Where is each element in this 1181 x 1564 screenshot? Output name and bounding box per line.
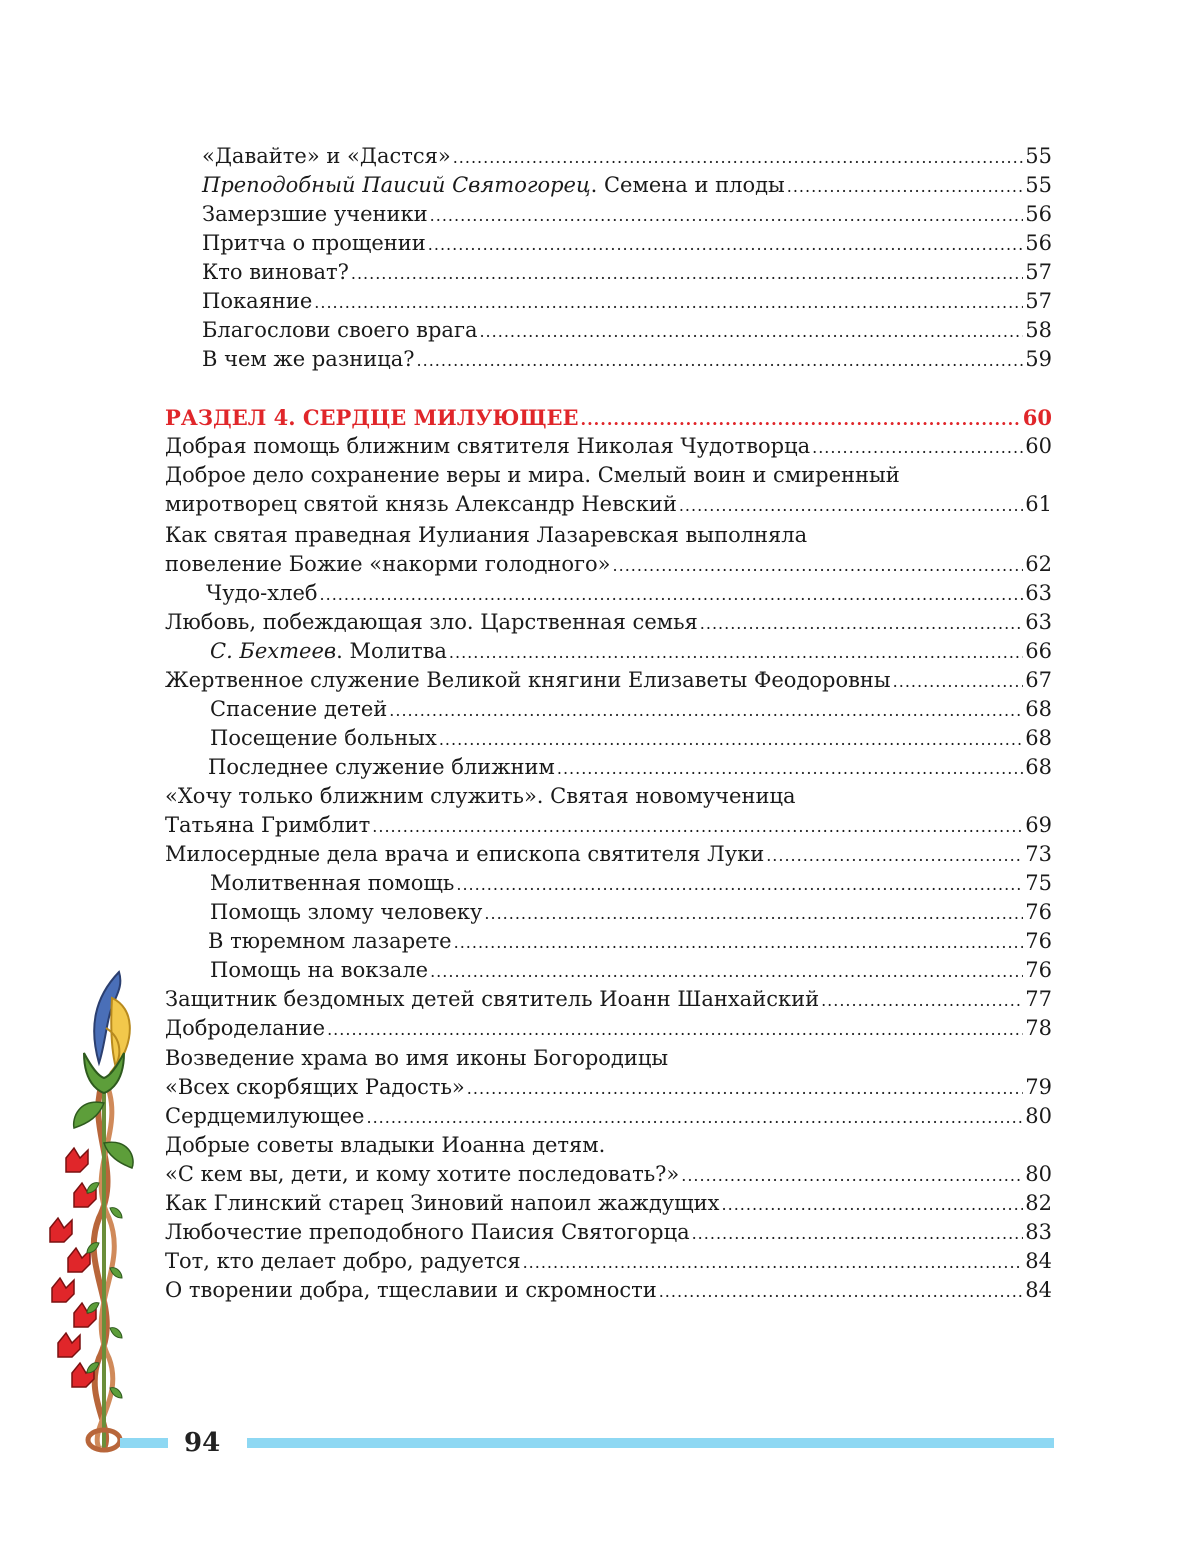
toc-entry-page: 62 [1025,552,1052,576]
toc-entry-title: Чудо-хлеб [206,581,318,605]
toc-entry-title: Добрые советы владыки Иоанна детям. [165,1133,606,1157]
toc-entry-title [202,171,785,200]
toc-entry[interactable] [0,1102,1052,1131]
toc-leader-dots [479,317,1023,346]
toc-entry[interactable] [0,490,1052,519]
toc-leader-dots [389,696,1023,725]
toc-entry-title-rest: . Семена и плоды [590,173,785,197]
toc-entry-page: 57 [1025,260,1052,284]
toc-entry-page: 58 [1025,318,1052,342]
toc-entry-page: 63 [1025,610,1052,634]
page-number: 94 [184,1428,221,1458]
toc-entry-title [210,637,447,666]
toc-entry-title-rest: . Молитва [336,639,447,663]
toc-entry[interactable] [0,550,1052,579]
toc-leader-dots [722,1190,1024,1219]
toc-entry-title: Кто виноват? [202,260,349,284]
toc-entry[interactable] [0,724,1052,753]
toc-entry-page: 84 [1025,1249,1052,1273]
toc-leader-dots [456,870,1023,899]
toc-entry-line[interactable] [0,1131,1052,1160]
toc-leader-dots [613,551,1024,580]
toc-leader-dots [523,1248,1024,1277]
toc-entry[interactable] [0,287,1052,316]
toc-entry-page: 59 [1025,347,1052,371]
toc-entry-title: Посещение больных [210,726,437,750]
toc-entry[interactable] [0,985,1052,1014]
toc-leader-dots [692,1219,1024,1248]
toc-entry-title: Любочестие преподобного Паисия Святогорца [165,1220,690,1244]
toc-entry-page: 55 [1025,144,1052,168]
toc-entry[interactable] [0,316,1052,345]
toc-section-title: РАЗДЕЛ 4. СЕРДЦЕ МИЛУЮЩЕЕ [165,405,579,430]
toc-entry-page: 69 [1025,813,1052,837]
toc-leader-dots [367,1103,1024,1132]
toc-leader-dots [484,899,1023,928]
toc-leader-dots [679,491,1023,520]
toc-leader-dots [430,957,1023,986]
toc-entry-title: Спасение детей [210,697,388,721]
toc-entry[interactable] [0,1189,1052,1218]
toc-entry[interactable] [0,229,1052,258]
toc-entry-page: 76 [1025,958,1052,982]
toc-entry-page: 68 [1025,697,1052,721]
toc-leader-dots [766,841,1023,870]
toc-entry[interactable] [0,869,1052,898]
toc-entry-title: Благослови своего врага [202,318,478,342]
toc-leader-dots [428,230,1023,259]
toc-entry-title: Замерзшие ученики [202,202,428,226]
toc-entry-page: 68 [1025,755,1052,779]
toc-leader-dots [430,201,1024,230]
toc-entry[interactable] [0,666,1052,695]
toc-entry[interactable] [0,142,1052,171]
toc-leader-dots [659,1277,1024,1306]
toc-entry[interactable] [0,956,1052,985]
floral-vine-ornament [44,968,144,1468]
toc-entry-page: 76 [1025,929,1052,953]
toc-entry-page: 68 [1025,726,1052,750]
toc-entry-page: 84 [1025,1278,1052,1302]
toc-leader-dots [557,754,1023,783]
toc-leader-dots [581,405,1021,434]
toc-entry-title: Жертвенное служение Великой княгини Елизаветы Феодоровны [165,668,891,692]
toc-leader-dots [893,667,1024,696]
toc-entry[interactable] [0,1014,1052,1043]
toc-entry-title: повеление Божие «накорми голодного» [165,552,611,576]
toc-entry-author: С. Бехтеев [210,639,337,663]
toc-entry-title: Как святая праведная Иулиания Лазаревская выполняла [165,523,808,547]
toc-entry-page: 75 [1025,871,1052,895]
toc-entry[interactable] [0,1218,1052,1247]
toc-entry-title: Последнее служение ближним [208,755,555,779]
toc-entry-title: Сердцемилующее [165,1104,365,1128]
toc-entry[interactable] [0,579,1052,608]
toc-leader-dots [449,638,1023,667]
toc-leader-dots [372,812,1023,841]
toc-entry[interactable] [0,1073,1052,1102]
toc-entry-page: 56 [1025,202,1052,226]
toc-entry-page: 66 [1025,639,1052,663]
toc-entry[interactable] [0,258,1052,287]
toc-leader-dots [439,725,1023,754]
toc-entry[interactable] [0,811,1052,840]
toc-entry-title: «С кем вы, дети, и кому хотите последовать?» [165,1162,680,1186]
toc-entry-title: Татьяна Гримблит [165,813,371,837]
toc-leader-dots [700,609,1024,638]
toc-entry-page: 60 [1025,434,1052,458]
toc-entry-page: 76 [1025,900,1052,924]
toc-leader-dots [467,1074,1023,1103]
toc-entry-title: В чем же разница? [202,347,415,371]
footer-rule-left [120,1438,168,1448]
toc-entry-page: 82 [1025,1191,1052,1215]
toc-leader-dots [453,143,1024,172]
toc-section-heading[interactable] [0,403,1052,432]
toc-entry[interactable] [0,1160,1052,1189]
toc-entry-page: 67 [1025,668,1052,692]
toc-entry-title: Доброе дело сохранение веры и мира. Смелый воин и смиренный [165,463,900,487]
toc-entry-line[interactable] [0,782,1052,811]
toc-entry[interactable] [0,432,1052,461]
toc-entry-title: Милосердные дела врача и епископа святителя Луки [165,842,765,866]
toc-entry[interactable] [0,171,1052,200]
toc-entry-title: В тюремном лазарете [208,929,452,953]
toc-entry-page: 56 [1025,231,1052,255]
toc-entry[interactable] [0,898,1052,927]
toc-entry-page: 79 [1025,1075,1052,1099]
toc-entry-page: 77 [1025,987,1052,1011]
toc-entry-line[interactable] [0,1044,1052,1073]
toc-entry-page: 73 [1025,842,1052,866]
toc-leader-dots [787,172,1024,201]
toc-entry-title: миротворец святой князь Александр Невский [165,492,677,516]
toc-entry-page: 55 [1025,173,1052,197]
toc-entry-title: Помощь злому человеку [210,900,483,924]
toc-section-page: 60 [1022,405,1052,430]
toc-entry[interactable] [0,695,1052,724]
toc-entry-title: Как Глинский старец Зиновий напоил жаждущих [165,1191,720,1215]
toc-entry-page: 80 [1025,1162,1052,1186]
toc-entry[interactable] [0,608,1052,637]
toc-entry[interactable] [0,637,1052,666]
toc-entry[interactable] [0,840,1052,869]
toc-entry-page: 57 [1025,289,1052,313]
toc-entry-title: Любовь, побеждающая зло. Царственная семья [165,610,698,634]
toc-entry-author: Преподобный Паисий Святогорец [202,173,591,197]
toc-leader-dots [417,346,1024,375]
toc-entry-title: Тот, кто делает добро, радуется [165,1249,521,1273]
toc-leader-dots [681,1161,1023,1190]
toc-leader-dots [821,986,1023,1015]
toc-entry-title: «Давайте» и «Дастся» [202,144,451,168]
toc-entry[interactable] [0,1247,1052,1276]
toc-entry-title: Притча о прощении [202,231,426,255]
toc-entry[interactable] [0,200,1052,229]
toc-entry-page: 83 [1025,1220,1052,1244]
toc-entry-title: Покаяние [202,289,313,313]
toc-entry-title: Доброделание [165,1016,326,1040]
toc-leader-dots [320,580,1024,609]
toc-entry-title: О творении добра, тщеславии и скромности [165,1278,657,1302]
toc-entry-title: «Всех скорбящих Радость» [165,1075,465,1099]
toc-entry-page: 63 [1025,581,1052,605]
toc-leader-dots [454,928,1024,957]
toc-entry[interactable] [0,753,1052,782]
toc-entry[interactable] [0,345,1052,374]
toc-leader-dots [327,1015,1023,1044]
toc-entry-title: Возведение храма во имя иконы Богородицы [165,1046,669,1070]
toc-leader-dots [314,288,1023,317]
toc-entry-title: Помощь на вокзале [210,958,429,982]
toc-entry-page: 61 [1025,492,1052,516]
toc-entry-line[interactable] [0,461,1052,490]
toc-entry[interactable] [0,927,1052,956]
toc-entry-title: «Хочу только ближним служить». Святая новомученица [165,784,796,808]
toc-entry-title: Добрая помощь ближним святителя Николая Чудотворца [165,434,811,458]
toc-entry-line[interactable] [0,521,1052,550]
toc-leader-dots [351,259,1023,288]
toc-leader-dots [812,433,1023,462]
toc-entry-page: 80 [1025,1104,1052,1128]
toc-entry-page: 78 [1025,1016,1052,1040]
footer-rule-right [247,1438,1054,1448]
toc-entry-title: Молитвенная помощь [210,871,455,895]
toc-entry-title: Защитник бездомных детей святитель Иоанн Шанхайский [165,987,820,1011]
toc-entry[interactable] [0,1276,1052,1305]
